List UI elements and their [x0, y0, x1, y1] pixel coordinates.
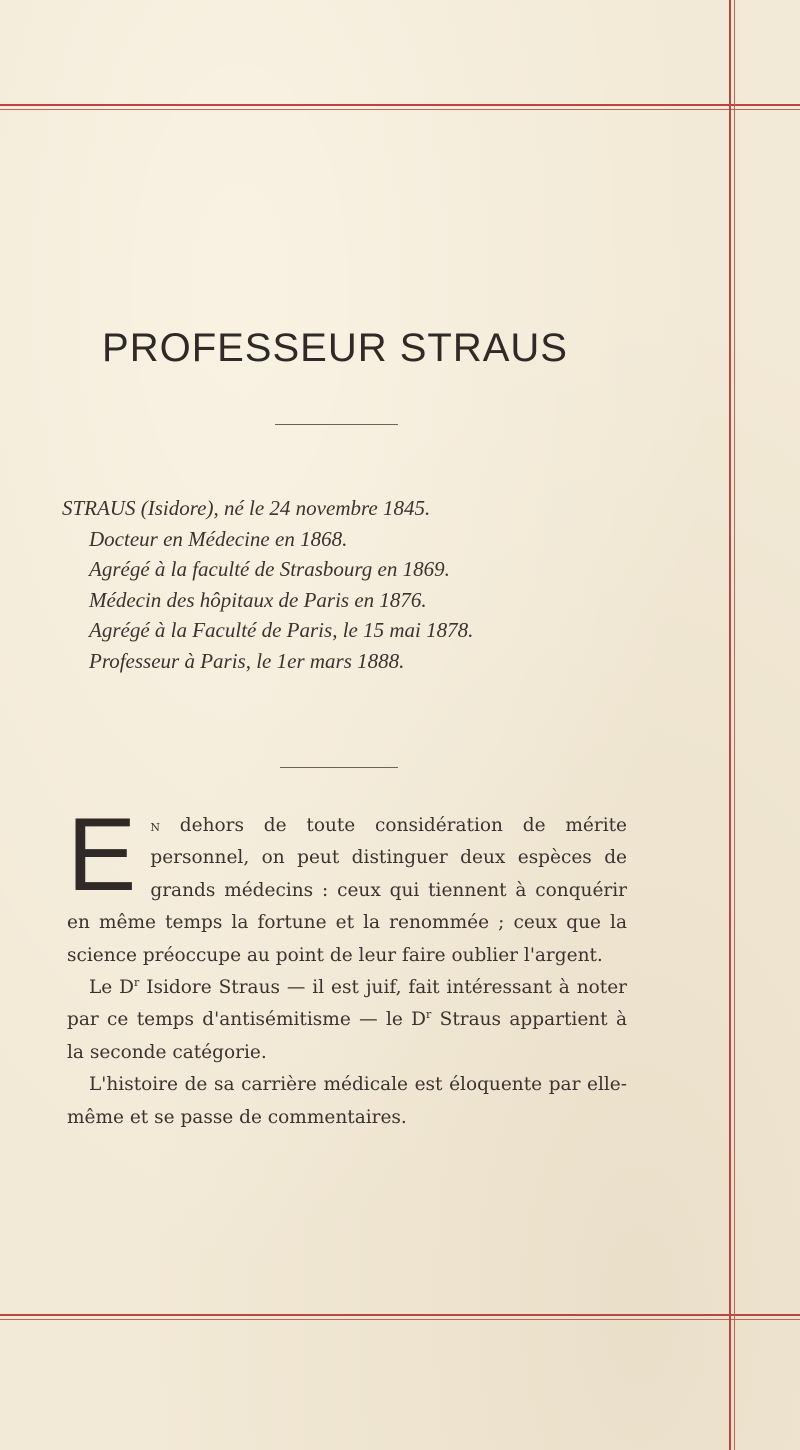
bio-line-agrege-paris: Agrégé à la Faculté de Paris, le 15 mai 1878. [89, 618, 474, 642]
biography-list [62, 493, 473, 676]
right-red-rule-inner [734, 0, 735, 1450]
paragraph-1-text: dehors de toute considération de mérite personnel, on peut distinguer deux espèces de grands médecins : ceux qui tiennent à conquérir en même temps la fortune et la renommée ; ceux que la science préoccupe au point de leur faire oublier l'argent. [67, 815, 627, 966]
bottom-red-rule [0, 1314, 800, 1316]
bio-line-doctorate: Docteur en Médecine en 1868. [89, 526, 348, 551]
bottom-red-rule-inner [0, 1319, 800, 1320]
top-red-rule [0, 104, 800, 106]
bio-line-name: STRAUS (Isidore), né le 24 novembre 1845. [62, 496, 431, 520]
page-title: PROFESSEUR STRAUS [102, 326, 568, 370]
paragraph-2: Le $D^r$ Isidore Straus — il est juif, fait intéressant à noter par ce temps d'antisémitisme — le $D^r$ Straus appartient à la seconde catégorie. [67, 975, 627, 1063]
bio-line-professeur: Professeur à Paris, le 1er mars 1888. [89, 648, 405, 673]
paragraph-1 [67, 797, 627, 972]
body-text [67, 797, 627, 1134]
drop-cap: E [67, 797, 137, 913]
paragraph-3: L'histoire de sa carrière médicale est éloquente par elle-même et se passe de commentaires. [67, 1074, 627, 1128]
bio-line-medecin-hopitaux: Médecin des hôpitaux de Paris en 1876. [89, 587, 427, 612]
title-separator [275, 424, 398, 425]
top-red-rule-inner [0, 109, 800, 110]
bio-line-agrege-strasbourg: Agrégé à la faculté de Strasbourg en 1869. [89, 557, 450, 581]
paragraph-1-lead: n [150, 816, 160, 835]
bio-separator [280, 767, 398, 768]
right-red-rule [729, 0, 731, 1450]
